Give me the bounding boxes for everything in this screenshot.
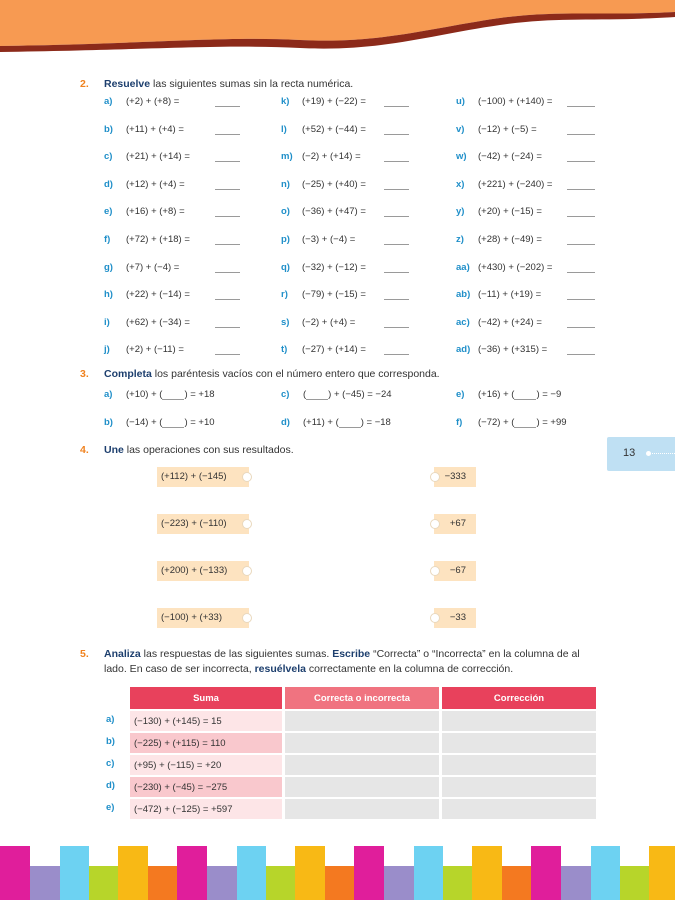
exercise-expression: (+12) + (+4) = <box>126 178 185 190</box>
footer-bar <box>60 846 89 900</box>
answer-blank[interactable] <box>567 299 595 300</box>
exercise-expression: (+2) + (−11) = <box>126 344 184 356</box>
fill-blank[interactable] <box>514 390 536 400</box>
answer-blank[interactable] <box>215 327 240 328</box>
exercise-item <box>104 124 184 135</box>
sum-cell: (−472) + (−125) = +597 <box>130 799 282 819</box>
table-row <box>130 711 596 731</box>
exercise-expression: (+11) + (+4) = <box>126 123 184 135</box>
exercise-item <box>281 124 366 135</box>
footer-bar <box>30 866 60 900</box>
footer-bar <box>561 866 591 900</box>
exercise-label: b) <box>104 417 113 428</box>
answer-blank[interactable] <box>567 106 595 107</box>
footer-bar <box>237 846 266 900</box>
connector-dot[interactable] <box>242 613 252 623</box>
section-verb: Completa <box>104 368 152 380</box>
exercise-label: j) <box>104 344 110 356</box>
result-box <box>434 514 476 534</box>
exercise-label: r) <box>281 289 288 301</box>
footer-bar <box>620 866 649 900</box>
answer-blank[interactable] <box>215 216 240 217</box>
exercise-label: f) <box>456 417 463 428</box>
connector-dot[interactable] <box>242 519 252 529</box>
exercise-label: p) <box>281 234 290 245</box>
fill-blank[interactable] <box>162 390 184 400</box>
answer-blank[interactable] <box>384 299 409 300</box>
exercise-expression: (−32) + (−12) = <box>302 261 366 273</box>
row-label: a) <box>106 714 115 725</box>
exercise-item <box>104 179 185 190</box>
expression-start: ( <box>303 389 307 400</box>
footer-bar <box>591 846 620 900</box>
operation-box <box>157 467 249 487</box>
result-box <box>434 561 476 581</box>
exercise-label: d) <box>281 417 290 428</box>
exercise-item <box>456 179 552 190</box>
row-label: e) <box>106 802 115 813</box>
exercise-expression: (+16) + (+8) = <box>126 206 185 218</box>
footer-bar <box>384 866 414 900</box>
footer-bar <box>354 846 384 900</box>
answer-blank[interactable] <box>567 134 595 135</box>
expression-start: (−14) + ( <box>126 417 163 428</box>
sum-cell: (+95) + (−115) = +20 <box>130 755 282 775</box>
analysis-table <box>127 685 599 821</box>
exercise-expression: (+52) + (−44) = <box>302 123 366 135</box>
answer-blank[interactable] <box>215 161 240 162</box>
correction-cell[interactable] <box>442 711 596 731</box>
exercise-label: w) <box>456 151 467 163</box>
exercise-label: a) <box>104 389 113 400</box>
footer-bar <box>325 866 354 900</box>
fill-blank[interactable] <box>339 418 361 428</box>
table-row <box>130 777 596 797</box>
footer-color-bars <box>0 846 675 900</box>
connector-dot[interactable] <box>242 566 252 576</box>
exercise-label: u) <box>456 96 465 107</box>
footer-bar <box>472 846 502 900</box>
sum-cell: (−230) + (−45) = −275 <box>130 777 282 797</box>
answer-blank[interactable] <box>215 299 240 300</box>
exercise-item <box>281 344 366 355</box>
exercise-item <box>456 234 542 245</box>
exercise-expression: (−2) + (+4) = <box>302 316 356 328</box>
section-keyword: Escribe <box>332 648 371 660</box>
row-label: d) <box>106 780 115 791</box>
exercise-expression: (+19) + (−22) = <box>302 96 366 107</box>
fill-in-item <box>281 389 392 400</box>
fill-blank[interactable] <box>306 390 328 400</box>
row-label: b) <box>106 736 115 747</box>
expression-end: ) = −18 <box>360 417 391 428</box>
exercise-expression: (−27) + (+14) = <box>302 344 366 356</box>
tab-dotted-line <box>649 453 675 454</box>
fill-in-item <box>456 417 567 428</box>
exercise-expression: (−11) + (+19) = <box>478 289 542 301</box>
exercise-label: n) <box>281 178 290 190</box>
result-box <box>434 608 476 628</box>
page-number-tab <box>607 437 675 471</box>
expression-start: (+16) + ( <box>478 389 515 400</box>
exercise-expression: (−42) + (+24) = <box>478 316 542 328</box>
exercise-label: aa) <box>456 261 470 273</box>
section-number: 4. <box>80 444 89 456</box>
exercise-expression: (−25) + (+40) = <box>302 178 366 190</box>
fill-blank[interactable] <box>162 418 184 428</box>
correction-cell[interactable] <box>442 733 596 753</box>
fill-in-item <box>104 417 215 428</box>
section-number: 3. <box>80 368 89 380</box>
expression-start: (−72) + ( <box>478 417 515 428</box>
operation-text: (−223) + (−110) <box>161 518 227 529</box>
exercise-item <box>281 206 366 217</box>
section-text: correctamente en la columna de corrección. <box>305 663 514 675</box>
exercise-label: h) <box>104 289 113 301</box>
exercise-label: f) <box>104 234 111 245</box>
operation-text: (+200) + (−133) <box>161 565 228 576</box>
fill-in-item <box>104 389 215 400</box>
exercise-item <box>456 289 541 300</box>
section-verb: Une <box>104 444 124 456</box>
exercise-label: l) <box>281 123 287 135</box>
section-verb: Analiza <box>104 648 141 660</box>
exercise-item <box>281 234 355 245</box>
result-text: −67 <box>449 565 466 576</box>
exercise-item <box>456 206 542 217</box>
exercise-item <box>104 234 190 245</box>
footer-bar <box>443 866 472 900</box>
exercise-expression: (+2) + (+8) = <box>126 96 180 107</box>
exercise-expression: (+7) + (−4) = <box>126 261 180 273</box>
exercise-label: e) <box>456 389 465 400</box>
exercise-item <box>281 262 366 273</box>
answer-blank[interactable] <box>567 189 595 190</box>
section-number: 5. <box>80 648 89 660</box>
expression-end: ) = +10 <box>184 417 215 428</box>
correction-cell[interactable] <box>442 799 596 819</box>
section-2-title <box>80 78 353 90</box>
exercise-label: t) <box>281 344 288 356</box>
exercise-label: c) <box>104 151 113 163</box>
answer-blank[interactable] <box>384 189 409 190</box>
section-text: los paréntesis vacíos con el número entero que corresponda. <box>151 368 440 380</box>
exercise-item <box>281 179 366 190</box>
correct-cell[interactable] <box>285 711 439 731</box>
exercise-label: o) <box>281 206 290 218</box>
correct-cell[interactable] <box>285 755 439 775</box>
exercise-label: c) <box>281 389 290 400</box>
exercise-item <box>281 96 366 107</box>
footer-bar <box>89 866 118 900</box>
exercise-label: e) <box>104 206 113 218</box>
result-text: −33 <box>449 612 466 623</box>
footer-bar <box>148 866 177 900</box>
exercise-item <box>456 262 552 273</box>
footer-bar <box>266 866 295 900</box>
exercise-label: x) <box>456 178 465 190</box>
footer-bar <box>502 866 531 900</box>
expression-end: ) = −9 <box>536 389 562 400</box>
connector-dot[interactable] <box>242 472 252 482</box>
table-row <box>130 733 596 753</box>
table-row <box>130 799 596 819</box>
answer-blank[interactable] <box>567 161 595 162</box>
footer-bar <box>0 846 30 900</box>
result-text: −333 <box>444 471 466 482</box>
footer-bar <box>295 846 325 900</box>
footer-bar <box>177 846 207 900</box>
exercise-item <box>104 317 190 328</box>
section-text: las operaciones con sus resultados. <box>123 444 294 456</box>
header-correcta: Correcta o incorrecta <box>285 687 439 709</box>
answer-blank[interactable] <box>567 216 595 217</box>
exercise-expression: (+21) + (+14) = <box>126 151 190 163</box>
exercise-item <box>281 289 366 300</box>
operation-box <box>157 561 249 581</box>
sum-cell: (−130) + (+145) = 15 <box>130 711 282 731</box>
exercise-expression: (−100) + (+140) = <box>478 96 553 107</box>
exercise-expression: (−3) + (−4) = <box>302 234 356 245</box>
expression-start: (+10) + ( <box>126 389 163 400</box>
exercise-item <box>104 289 190 300</box>
exercise-item <box>104 262 179 273</box>
exercise-expression: (+20) + (−15) = <box>478 206 542 218</box>
correct-cell[interactable] <box>285 777 439 797</box>
exercise-expression: (−12) + (−5) = <box>478 123 537 135</box>
section-text: “Correcta” o “Incorrecta” en la columna de al <box>370 648 580 660</box>
answer-blank[interactable] <box>384 216 409 217</box>
exercise-label: y) <box>456 206 465 218</box>
connector-dot[interactable] <box>430 519 440 529</box>
expression-end: ) = +99 <box>536 417 567 428</box>
exercise-label: i) <box>104 316 110 328</box>
exercise-item <box>456 124 537 135</box>
exercise-item <box>456 96 552 107</box>
exercise-expression: (+430) + (−202) = <box>478 261 553 273</box>
section-3-title <box>80 368 440 380</box>
answer-blank[interactable] <box>384 134 409 135</box>
exercise-item <box>456 317 542 328</box>
answer-blank[interactable] <box>384 354 409 355</box>
answer-blank[interactable] <box>215 244 240 245</box>
exercise-label: a) <box>104 96 113 107</box>
exercise-item <box>281 317 355 328</box>
correction-cell[interactable] <box>442 755 596 775</box>
result-box <box>434 467 476 487</box>
footer-bar <box>649 846 675 900</box>
section-keyword: resuélvela <box>254 663 306 675</box>
answer-blank[interactable] <box>384 161 409 162</box>
exercise-expression: (+72) + (+18) = <box>126 234 190 245</box>
exercise-item <box>281 151 361 162</box>
footer-bar <box>118 846 148 900</box>
exercise-expression: (−36) + (+315) = <box>478 344 548 356</box>
exercise-label: b) <box>104 123 113 135</box>
exercise-label: ab) <box>456 289 471 301</box>
answer-blank[interactable] <box>384 272 409 273</box>
section-text: las siguientes sumas sin la recta numérica. <box>150 78 354 90</box>
exercise-expression: (−36) + (+47) = <box>302 206 366 218</box>
answer-blank[interactable] <box>567 272 595 273</box>
operation-text: (+112) + (−145) <box>161 471 227 482</box>
exercise-item <box>456 151 542 162</box>
exercise-expression: (+22) + (−14) = <box>126 289 190 301</box>
exercise-expression: (+62) + (−34) = <box>126 316 190 328</box>
exercise-expression: (+28) + (−49) = <box>478 234 542 245</box>
section-text: lado. En caso de ser incorrecta, <box>104 663 255 675</box>
exercise-label: z) <box>456 234 464 245</box>
exercise-expression: (−42) + (−24) = <box>478 151 542 163</box>
exercise-label: v) <box>456 123 465 135</box>
exercise-item <box>104 96 179 107</box>
sum-cell: (−225) + (+115) = 110 <box>130 733 282 753</box>
section-text: las respuestas de las siguientes sumas. <box>140 648 333 660</box>
expression-end: ) + (−45) = −24 <box>328 389 392 400</box>
answer-blank[interactable] <box>215 134 240 135</box>
exercise-label: m) <box>281 151 293 163</box>
correction-cell[interactable] <box>442 777 596 797</box>
answer-blank[interactable] <box>567 244 595 245</box>
exercise-label: d) <box>104 178 113 190</box>
correct-cell[interactable] <box>285 733 439 753</box>
fill-in-item <box>281 417 391 428</box>
section-4-title <box>80 444 294 456</box>
section-verb: Resuelve <box>104 78 151 90</box>
answer-blank[interactable] <box>567 354 595 355</box>
answer-blank[interactable] <box>215 189 240 190</box>
expression-end: ) = +18 <box>184 389 215 400</box>
connector-dot[interactable] <box>430 472 440 482</box>
exercise-label: ac) <box>456 316 470 328</box>
correct-cell[interactable] <box>285 799 439 819</box>
exercise-item <box>104 206 185 217</box>
fill-blank[interactable] <box>514 418 536 428</box>
connector-dot[interactable] <box>430 566 440 576</box>
exercise-label: s) <box>281 316 290 328</box>
header-wave-decoration <box>0 0 675 70</box>
answer-blank[interactable] <box>215 272 240 273</box>
answer-blank[interactable] <box>384 327 409 328</box>
operation-text: (−100) + (+33) <box>161 612 222 623</box>
exercise-expression: (+221) + (−240) = <box>478 178 553 190</box>
fill-in-item <box>456 389 561 400</box>
operation-box <box>157 514 249 534</box>
footer-bar <box>207 866 237 900</box>
connector-dot[interactable] <box>430 613 440 623</box>
row-label: c) <box>106 758 115 769</box>
operation-box <box>157 608 249 628</box>
footer-bar <box>531 846 561 900</box>
result-text: +67 <box>449 518 466 529</box>
expression-start: (+11) + ( <box>303 417 339 428</box>
footer-bar <box>414 846 443 900</box>
exercise-expression: (−79) + (−15) = <box>302 289 366 301</box>
answer-blank[interactable] <box>384 106 409 107</box>
table-row <box>130 755 596 775</box>
header-suma: Suma <box>130 687 282 709</box>
answer-blank[interactable] <box>567 327 595 328</box>
exercise-label: ad) <box>456 344 471 356</box>
exercise-expression: (−2) + (+14) = <box>302 151 361 163</box>
answer-blank[interactable] <box>384 244 409 245</box>
exercise-label: q) <box>281 261 290 273</box>
answer-blank[interactable] <box>215 354 240 355</box>
section-5-title <box>80 647 600 677</box>
answer-blank[interactable] <box>215 106 240 107</box>
header-correccion: Corrección <box>442 687 596 709</box>
exercise-item <box>104 151 190 162</box>
exercise-label: g) <box>104 261 113 273</box>
exercise-item <box>456 344 547 355</box>
exercise-label: k) <box>281 96 290 107</box>
page-number: 13 <box>623 447 636 459</box>
exercise-item <box>104 344 184 355</box>
section-number: 2. <box>80 78 89 90</box>
